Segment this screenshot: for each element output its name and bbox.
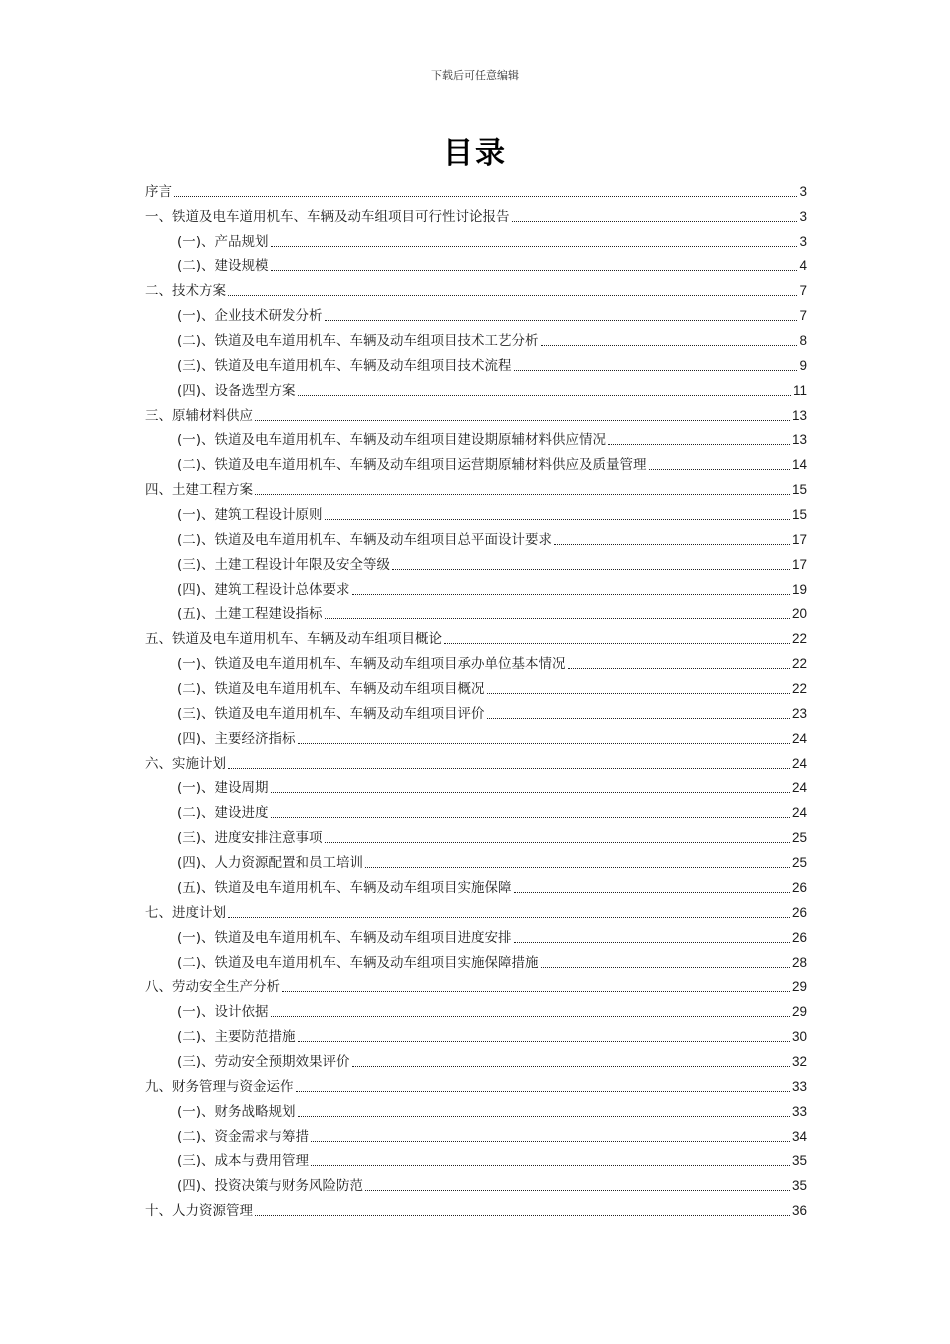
toc-dot-leader xyxy=(444,643,790,644)
toc-subsection-entry[interactable] xyxy=(145,723,807,748)
toc-entry-page-number: 14 xyxy=(791,457,807,473)
toc-dot-leader xyxy=(296,1091,790,1092)
toc-dot-leader xyxy=(365,867,790,868)
table-of-contents xyxy=(145,176,807,1220)
toc-dot-leader xyxy=(541,345,798,346)
toc-entry-page-number: 3 xyxy=(799,183,807,199)
toc-dot-leader xyxy=(325,519,790,520)
toc-entry-page-number: 29 xyxy=(791,1004,807,1020)
toc-entry-label: (一)、企业技术研发分析 xyxy=(177,308,323,325)
toc-entry-label: (一)、建设周期 xyxy=(177,780,269,797)
toc-subsection-entry[interactable] xyxy=(145,673,807,698)
toc-entry-label: (一)、建筑工程设计原则 xyxy=(177,507,323,524)
toc-entry-label: (三)、成本与费用管理 xyxy=(177,1153,310,1170)
toc-entry-label: (二)、铁道及电车道用机车、车辆及动车组项目概况 xyxy=(177,681,485,698)
toc-entry-label: (二)、主要防范措施 xyxy=(177,1029,296,1046)
toc-subsection-entry[interactable] xyxy=(145,425,807,450)
toc-entry-label: (二)、铁道及电车道用机车、车辆及动车组项目总平面设计要求 xyxy=(177,531,553,548)
page-header-note: 下载后可任意编辑 xyxy=(431,69,519,82)
toc-subsection-entry[interactable] xyxy=(145,773,807,798)
toc-entry-label: (四)、投资决策与财务风险防范 xyxy=(177,1178,364,1195)
toc-subsection-entry[interactable] xyxy=(145,300,807,325)
toc-entry-page-number: 8 xyxy=(799,333,807,349)
toc-dot-leader xyxy=(392,569,790,570)
toc-dot-leader xyxy=(487,718,790,719)
toc-entry-page-number: 28 xyxy=(791,954,807,970)
toc-subsection-entry[interactable] xyxy=(145,922,807,947)
toc-dot-leader xyxy=(298,395,791,396)
toc-entry-label: 三、原辅材料供应 xyxy=(145,407,253,424)
toc-entry-page-number: 36 xyxy=(791,1203,807,1219)
toc-entry-label: (五)、土建工程建设指标 xyxy=(177,606,323,623)
toc-entry-page-number: 17 xyxy=(791,531,807,547)
toc-entry-page-number: 22 xyxy=(791,656,807,672)
toc-section-entry[interactable] xyxy=(145,201,807,226)
toc-entry-label: (二)、建设进度 xyxy=(177,805,269,822)
toc-subsection-entry[interactable] xyxy=(145,996,807,1021)
toc-dot-leader xyxy=(271,270,798,271)
toc-entry-label: (一)、财务战略规划 xyxy=(177,1103,296,1120)
toc-section-entry[interactable] xyxy=(145,176,807,201)
toc-entry-label: (二)、铁道及电车道用机车、车辆及动车组项目技术工艺分析 xyxy=(177,333,539,350)
toc-dot-leader xyxy=(271,792,790,793)
toc-entry-page-number: 24 xyxy=(791,780,807,796)
toc-dot-leader xyxy=(541,967,790,968)
toc-entry-label: (四)、人力资源配置和员工培训 xyxy=(177,855,364,872)
toc-entry-label: 六、实施计划 xyxy=(145,755,226,772)
toc-subsection-entry[interactable] xyxy=(145,449,807,474)
toc-dot-leader xyxy=(298,1116,790,1117)
toc-entry-page-number: 22 xyxy=(791,631,807,647)
toc-entry-label: (四)、主要经济指标 xyxy=(177,730,296,747)
toc-dot-leader xyxy=(311,1165,790,1166)
toc-entry-label: 九、财务管理与资金运作 xyxy=(145,1078,294,1095)
toc-entry-page-number: 13 xyxy=(791,432,807,448)
toc-dot-leader xyxy=(298,743,790,744)
toc-dot-leader xyxy=(271,1016,790,1017)
toc-subsection-entry[interactable] xyxy=(145,648,807,673)
toc-entry-page-number: 26 xyxy=(791,904,807,920)
toc-entry-label: (一)、铁道及电车道用机车、车辆及动车组项目承办单位基本情况 xyxy=(177,656,566,673)
toc-entry-page-number: 25 xyxy=(791,855,807,871)
toc-entry-page-number: 4 xyxy=(799,258,807,274)
toc-entry-label: (五)、铁道及电车道用机车、车辆及动车组项目实施保障 xyxy=(177,879,512,896)
toc-title: 目录 xyxy=(443,136,507,171)
toc-section-entry[interactable] xyxy=(145,275,807,300)
toc-entry-page-number: 26 xyxy=(791,879,807,895)
toc-subsection-entry[interactable] xyxy=(145,698,807,723)
toc-dot-leader xyxy=(514,942,790,943)
toc-subsection-entry[interactable] xyxy=(145,1146,807,1171)
toc-subsection-entry[interactable] xyxy=(145,574,807,599)
toc-entry-page-number: 26 xyxy=(791,929,807,945)
toc-section-entry[interactable] xyxy=(145,1071,807,1096)
toc-dot-leader xyxy=(174,196,797,197)
toc-dot-leader xyxy=(487,693,790,694)
toc-entry-label: 序言 xyxy=(145,183,172,200)
toc-entry-page-number: 35 xyxy=(791,1178,807,1194)
toc-entry-page-number: 3 xyxy=(799,208,807,224)
toc-entry-label: (三)、铁道及电车道用机车、车辆及动车组项目评价 xyxy=(177,705,485,722)
toc-dot-leader xyxy=(298,1041,790,1042)
toc-subsection-entry[interactable] xyxy=(145,375,807,400)
toc-entry-page-number: 20 xyxy=(791,606,807,622)
toc-entry-page-number: 24 xyxy=(791,755,807,771)
toc-subsection-entry[interactable] xyxy=(145,847,807,872)
toc-dot-leader xyxy=(514,892,790,893)
toc-dot-leader xyxy=(271,817,790,818)
toc-section-entry[interactable] xyxy=(145,623,807,648)
toc-subsection-entry[interactable] xyxy=(145,1021,807,1046)
toc-entry-page-number: 9 xyxy=(799,357,807,373)
toc-entry-label: (二)、铁道及电车道用机车、车辆及动车组项目运营期原辅材料供应及质量管理 xyxy=(177,457,647,474)
toc-dot-leader xyxy=(255,1215,790,1216)
toc-dot-leader xyxy=(649,469,790,470)
toc-entry-page-number: 25 xyxy=(791,830,807,846)
toc-entry-page-number: 7 xyxy=(799,283,807,299)
toc-entry-page-number: 11 xyxy=(792,382,807,398)
toc-section-entry[interactable] xyxy=(145,748,807,773)
toc-entry-label: (二)、建设规模 xyxy=(177,258,269,275)
toc-section-entry[interactable] xyxy=(145,474,807,499)
toc-subsection-entry[interactable] xyxy=(145,251,807,276)
toc-entry-page-number: 22 xyxy=(791,681,807,697)
toc-entry-page-number: 34 xyxy=(791,1128,807,1144)
toc-dot-leader xyxy=(352,594,790,595)
toc-subsection-entry[interactable] xyxy=(145,1170,807,1195)
toc-entry-label: (三)、劳动安全预期效果评价 xyxy=(177,1053,350,1070)
toc-dot-leader xyxy=(228,917,790,918)
toc-dot-leader xyxy=(568,668,790,669)
toc-entry-label: (一)、铁道及电车道用机车、车辆及动车组项目进度安排 xyxy=(177,929,512,946)
toc-subsection-entry[interactable] xyxy=(145,226,807,251)
toc-subsection-entry[interactable] xyxy=(145,822,807,847)
toc-entry-label: (二)、资金需求与筹措 xyxy=(177,1128,310,1145)
toc-dot-leader xyxy=(228,768,790,769)
toc-subsection-entry[interactable] xyxy=(145,797,807,822)
toc-entry-label: 二、技术方案 xyxy=(145,283,226,300)
toc-subsection-entry[interactable] xyxy=(145,599,807,624)
toc-entry-label: (三)、土建工程设计年限及安全等级 xyxy=(177,556,391,573)
toc-subsection-entry[interactable] xyxy=(145,549,807,574)
toc-entry-label: (一)、铁道及电车道用机车、车辆及动车组项目建设期原辅材料供应情况 xyxy=(177,432,607,449)
toc-entry-page-number: 19 xyxy=(791,581,807,597)
toc-subsection-entry[interactable] xyxy=(145,499,807,524)
toc-entry-label: (三)、进度安排注意事项 xyxy=(177,830,323,847)
toc-section-entry[interactable] xyxy=(145,972,807,997)
toc-subsection-entry[interactable] xyxy=(145,872,807,897)
toc-entry-page-number: 3 xyxy=(799,233,807,249)
toc-entry-label: (一)、产品规划 xyxy=(177,233,269,250)
toc-subsection-entry[interactable] xyxy=(145,1046,807,1071)
toc-dot-leader xyxy=(514,370,798,371)
toc-dot-leader xyxy=(325,320,798,321)
toc-entry-label: 一、铁道及电车道用机车、车辆及动车组项目可行性讨论报告 xyxy=(145,208,510,225)
toc-entry-page-number: 17 xyxy=(791,556,807,572)
toc-entry-page-number: 35 xyxy=(791,1153,807,1169)
toc-subsection-entry[interactable] xyxy=(145,947,807,972)
toc-subsection-entry[interactable] xyxy=(145,1096,807,1121)
toc-dot-leader xyxy=(282,991,790,992)
toc-entry-label: 七、进度计划 xyxy=(145,904,226,921)
toc-section-entry[interactable] xyxy=(145,400,807,425)
toc-section-entry[interactable] xyxy=(145,897,807,922)
toc-entry-label: (三)、铁道及电车道用机车、车辆及动车组项目技术流程 xyxy=(177,357,512,374)
toc-entry-page-number: 13 xyxy=(791,407,807,423)
toc-entry-page-number: 23 xyxy=(791,705,807,721)
toc-entry-page-number: 15 xyxy=(791,482,807,498)
toc-subsection-entry[interactable] xyxy=(145,325,807,350)
toc-dot-leader xyxy=(255,494,790,495)
toc-entry-label: 五、铁道及电车道用机车、车辆及动车组项目概论 xyxy=(145,631,442,648)
toc-entry-page-number: 24 xyxy=(791,730,807,746)
toc-dot-leader xyxy=(228,295,797,296)
toc-entry-page-number: 7 xyxy=(799,308,807,324)
toc-dot-leader xyxy=(365,1190,790,1191)
toc-entry-label: 四、土建工程方案 xyxy=(145,482,253,499)
toc-subsection-entry[interactable] xyxy=(145,350,807,375)
toc-entry-page-number: 33 xyxy=(791,1078,807,1094)
toc-dot-leader xyxy=(554,544,790,545)
toc-dot-leader xyxy=(608,444,790,445)
toc-subsection-entry[interactable] xyxy=(145,1121,807,1146)
toc-dot-leader xyxy=(255,420,790,421)
toc-subsection-entry[interactable] xyxy=(145,524,807,549)
toc-dot-leader xyxy=(311,1141,790,1142)
toc-dot-leader xyxy=(271,246,798,247)
toc-entry-page-number: 15 xyxy=(791,507,807,523)
toc-entry-label: 八、劳动安全生产分析 xyxy=(145,979,280,996)
toc-entry-page-number: 24 xyxy=(791,805,807,821)
toc-dot-leader xyxy=(512,221,798,222)
toc-dot-leader xyxy=(325,618,790,619)
toc-dot-leader xyxy=(352,1066,790,1067)
toc-entry-page-number: 33 xyxy=(791,1103,807,1119)
toc-dot-leader xyxy=(325,842,790,843)
toc-section-entry[interactable] xyxy=(145,1195,807,1220)
toc-entry-label: (二)、铁道及电车道用机车、车辆及动车组项目实施保障措施 xyxy=(177,954,539,971)
toc-entry-label: (四)、设备选型方案 xyxy=(177,382,296,399)
toc-entry-label: 十、人力资源管理 xyxy=(145,1203,253,1220)
toc-entry-page-number: 29 xyxy=(791,979,807,995)
toc-entry-label: (一)、设计依据 xyxy=(177,1004,269,1021)
toc-entry-page-number: 30 xyxy=(791,1029,807,1045)
toc-entry-page-number: 32 xyxy=(791,1053,807,1069)
toc-entry-label: (四)、建筑工程设计总体要求 xyxy=(177,581,350,598)
